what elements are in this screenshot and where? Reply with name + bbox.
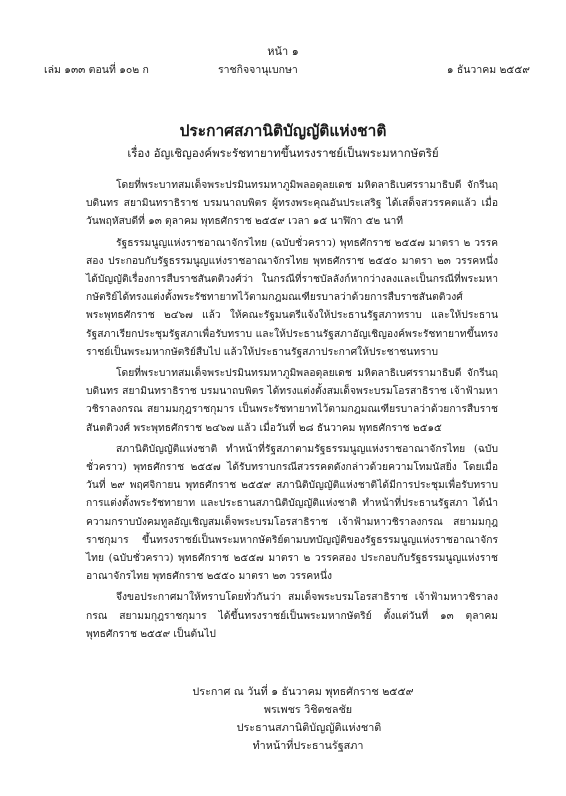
announcement-subject: เรื่อง อัญเชิญองค์พระรัชทายาทขึ้นทรงราชย์เป็นพระมหากษัตริย์ [127, 146, 439, 160]
paragraph: จึงขอประกาศมาให้ทราบโดยทั่วกันว่า สมเด็จพระบรมโอรสาธิราช เจ้าฟ้ามหาวชิราลงกรณ สยามมกุฎราชกุมาร ได้ขึ้นทรงราชย์เป็นพระมหากษัตริย์ ตั้งแต่วันที่ ๑๓ ตุลาคม พุทธศักราช ๒๕๕๙ เป็นต้นไป [86, 591, 498, 640]
signature-block [0, 683, 566, 755]
page-number: หน้า ๑ [267, 45, 299, 58]
paragraph: โดยที่พระบาทสมเด็จพระปรมินทรมหาภูมิพลอดุลยเดช มหิตลาธิเบศรรามาธิบดี จักรีนฤบดินทร สยามินทราธิราช บรมนาถบพิตร ผู้ทรงพระคุณอันประเสริฐ ได้เสด็จสวรรคตแล้ว เมื่อวันพฤหัสบดีที่ ๑๓ ตุลาคม พุทธศักราช ๒๕๕๙ เวลา ๑๕ นาฬิกา ๕๒ นาที [86, 179, 498, 228]
paragraph: รัฐธรรมนูญแห่งราชอาณาจักรไทย (ฉบับชั่วคราว) พุทธศักราช ๒๕๕๗ มาตรา ๒ วรรคสอง ประกอบกับรัฐธรรมนูญแห่งราชอาณาจักรไทย พุทธศักราช ๒๕๕๐ มาตรา ๒๓ วรรคหนึ่ง ได้บัญญัติเรื่องการสืบราชสันตติวงศ์ว่า ในกรณีที่ราชบัลลังก์หากว่างลงและเป็นกรณีที่พระมหากษัตริย์ได้ทรงแต่งตั้งพระรัชทายาทไว้ตามกฎมณเฑียรบาลว่าด้วยการสืบราชสันตติวงศ์ พระพุทธศักราช ๒๔๖๗ แล้ว ให้คณะรัฐมนตรีแจ้งให้ประธานรัฐสภาทราบ และให้ประธานรัฐสภาเรียกประชุมรัฐสภาเพื่อรับทราบ และให้ประธานรัฐสภาอัญเชิญองค์พระรัชทายาทขึ้นทรงราชย์เป็นพระมหากษัตริย์สืบไป แล้วให้ประธานรัฐสภาประกาศให้ประชาชนทราบ [86, 236, 498, 358]
signatory-acting-role: ทำหน้าที่ประธานรัฐสภา [252, 739, 364, 752]
announcement-body [86, 176, 498, 646]
signatory-position: ประธานสภานิติบัญญัติแห่งชาติ [236, 721, 382, 734]
publish-date: ๑ ธันวาคม ๒๕๕๙ [446, 64, 530, 76]
announcement-title: ประกาศสภานิติบัญญัติแห่งชาติ [179, 121, 387, 140]
paragraph: โดยที่พระบาทสมเด็จพระปรมินทรมหาภูมิพลอดุลยเดช มหิตลาธิเบศรรามาธิบดี จักรีนฤบดินทร สยามินทราธิราช บรมนาถบพิตร ได้ทรงแต่งตั้งสมเด็จพระบรมโอรสาธิราช เจ้าฟ้ามหาวชิราลงกรณ สยามมกุฎราชกุมาร เป็นพระรัชทายาทไว้ตามกฎมณเฑียรบาลว่าด้วยการสืบราชสันตติวงศ์ พระพุทธศักราช ๒๔๖๗ แล้ว เมื่อวันที่ ๒๘ ธันวาคม พุทธศักราช ๒๕๑๕ [86, 367, 498, 434]
gazette-name: ราชกิจจานุเบกษา [218, 64, 298, 76]
paragraph: สภานิติบัญญัติแห่งชาติ ทำหน้าที่รัฐสภาตามรัฐธรรมนูญแห่งราชอาณาจักรไทย (ฉบับชั่วคราว) พุทธศักราช ๒๕๕๗ ได้รับทราบกรณีสวรรคตดังกล่าวด้วยความโทมนัสยิ่ง โดยเมื่อวันที่ ๒๙ พฤศจิกายน พุทธศักราช ๒๕๕๙ สภานิติบัญญัติแห่งชาติได้มีการประชุมเพื่อรับทราบการแต่งตั้งพระรัชทายาท และประธานสภานิติบัญญัติแห่งชาติ ทำหน้าที่ประธานรัฐสภา ได้นำความกราบบังคมทูลอัญเชิญสมเด็จพระบรมโอรสาธิราช เจ้าฟ้ามหาวชิราลงกรณ สยามมกุฎราชกุมาร ขึ้นทรงราชย์เป็นพระมหากษัตริย์ตามบทบัญญัติของรัฐธรรมนูญแห่งราชอาณาจักรไทย (ฉบับชั่วคราว) พุทธศักราช ๒๕๕๗ มาตรา ๒ วรรคสอง ประกอบกับรัฐธรรมนูญแห่งราชอาณาจักรไทย พุทธศักราช ๒๕๕๐ มาตรา ๒๓ วรรคหนึ่ง [86, 442, 498, 583]
announcement-date: ประกาศ ณ วันที่ ๑ ธันวาคม พุทธศักราช ๒๕๕๙ [192, 685, 414, 698]
volume-info: เล่ม ๑๓๓ ตอนที่ ๑๐๒ ก [44, 64, 149, 76]
signatory-name: พรเพชร วิชิตชลชัย [263, 703, 353, 716]
